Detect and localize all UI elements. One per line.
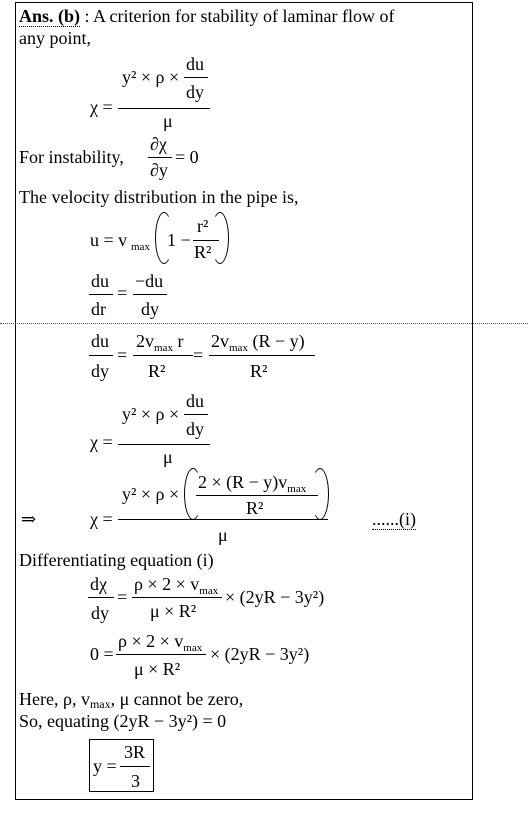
dudr-equals: = bbox=[117, 283, 128, 303]
chi-eq2-du: du bbox=[186, 391, 204, 411]
intro-line-2: any point, bbox=[19, 28, 91, 48]
diff-dy: dy bbox=[91, 603, 109, 623]
chi-eq2-du-dy-bar bbox=[184, 414, 208, 415]
diff-label: Differentiating equation (i) bbox=[19, 550, 214, 570]
velocity-r2: r² bbox=[197, 216, 209, 236]
diff-den: μ × R² bbox=[150, 601, 197, 621]
zero-eq-num-text: ρ × 2 × v bbox=[118, 631, 184, 651]
chi-eq3-lhs: χ = bbox=[90, 509, 113, 529]
chi-eq3-inner-num bbox=[198, 472, 306, 495]
zero-eq-num bbox=[118, 631, 202, 654]
deriv-equals-2: = bbox=[193, 345, 204, 365]
deriv-dy: dy bbox=[91, 361, 109, 381]
deriv-num2-coef: 2v bbox=[211, 331, 229, 351]
answer-denominator: 3 bbox=[131, 771, 140, 791]
deriv-num2 bbox=[211, 331, 305, 354]
diff-tail: × (2yR − 3y²) bbox=[225, 587, 325, 607]
velocity-lhs: u = v bbox=[90, 230, 128, 250]
dudr-dr: dr bbox=[91, 299, 106, 319]
diff-num-text: ρ × 2 × v bbox=[134, 574, 200, 594]
implies-arrow: ⇒ bbox=[21, 509, 37, 529]
instability-label: For instability, bbox=[19, 147, 124, 167]
answer-numerator: 3R bbox=[124, 742, 146, 762]
conclusion-line-1 bbox=[19, 689, 243, 710]
deriv-bar-3 bbox=[209, 355, 315, 356]
chi-eq3-numerator-prefix: y² × ρ × bbox=[122, 484, 180, 504]
deriv-num1-sub: max bbox=[154, 342, 173, 354]
deriv-num1-coef: 2v bbox=[136, 331, 154, 351]
diff-bar-2 bbox=[132, 597, 222, 598]
deriv-num1 bbox=[136, 331, 183, 354]
conclusion-vmax-sub: max bbox=[89, 697, 111, 711]
chi-eq2-numerator-prefix: y² × ρ × bbox=[122, 404, 180, 424]
instability-dchi: ∂χ bbox=[150, 134, 167, 154]
instability-dy: ∂y bbox=[150, 160, 168, 180]
page-break-divider bbox=[0, 323, 528, 324]
deriv-num1-tail: r bbox=[172, 331, 184, 351]
deriv-equals-1: = bbox=[117, 345, 128, 365]
instability-rhs: = 0 bbox=[175, 147, 199, 167]
deriv-bar-2 bbox=[133, 355, 193, 356]
intro-line-1 bbox=[19, 6, 394, 26]
answer-colon: : bbox=[84, 6, 90, 26]
zero-eq-den: μ × R² bbox=[134, 659, 181, 679]
solution-frame bbox=[15, 2, 473, 800]
conclusion-line-2: So, equating (2yR − 3y²) = 0 bbox=[19, 711, 227, 731]
deriv-bar-1 bbox=[89, 355, 113, 356]
velocity-R2: R² bbox=[194, 242, 212, 262]
equation-tag-i bbox=[372, 509, 416, 529]
deriv-num2-tail: (R − y) bbox=[247, 331, 305, 351]
answer-bar bbox=[120, 766, 150, 767]
chi-eq-denominator: μ bbox=[163, 111, 173, 131]
answer-lhs: y = bbox=[93, 756, 117, 776]
answer-label: Ans. (b) bbox=[19, 6, 81, 26]
deriv-den1: R² bbox=[148, 361, 166, 381]
chi-eq2-denominator: μ bbox=[163, 447, 173, 467]
equation-tag-text: ......(i) bbox=[372, 509, 416, 529]
zero-eq-bar bbox=[116, 654, 206, 655]
deriv-du: du bbox=[91, 331, 109, 351]
diff-bar-1 bbox=[88, 597, 114, 598]
instability-bar bbox=[148, 157, 172, 158]
zero-eq-tail: × (2yR − 3y²) bbox=[210, 644, 310, 664]
diff-dchi: dχ bbox=[90, 574, 107, 594]
chi-eq3-inner-sub: max bbox=[287, 483, 307, 495]
intro-text: A criterion for stability of laminar flow of bbox=[93, 6, 395, 26]
conclusion-line-1-tail: , μ cannot be zero, bbox=[110, 689, 244, 709]
chi-eq-main-bar bbox=[118, 108, 210, 109]
chi-eq3-main-bar bbox=[118, 519, 328, 520]
chi-eq3-inner-num-text: 2 × (R − y)v bbox=[198, 472, 288, 492]
deriv-den2: R² bbox=[250, 361, 268, 381]
dudr-bar-2 bbox=[133, 294, 167, 295]
diff-equals: = bbox=[117, 587, 128, 607]
chi-eq3-right-paren bbox=[311, 468, 329, 520]
chi-eq-lhs: χ = bbox=[90, 97, 113, 117]
conclusion-line-1-text: Here, ρ, v bbox=[19, 689, 90, 709]
chi-eq-numerator-prefix: y² × ρ × bbox=[122, 67, 180, 87]
velocity-one-minus: 1 − bbox=[167, 230, 191, 250]
chi-eq3-inner-den: R² bbox=[246, 498, 264, 518]
diff-num-sub: max bbox=[199, 585, 219, 597]
chi-eq2-main-bar bbox=[118, 444, 210, 445]
dudr-du: du bbox=[91, 271, 109, 291]
chi-eq3-denominator: μ bbox=[218, 525, 228, 545]
chi-eq2-dy: dy bbox=[186, 419, 204, 439]
chi-eq3-inner-bar bbox=[196, 495, 318, 496]
chi-eq-du-dy-bar bbox=[184, 77, 208, 78]
deriv-num2-sub: max bbox=[229, 342, 248, 354]
zero-eq-lhs: 0 = bbox=[90, 644, 114, 664]
velocity-vmax-sub: max bbox=[131, 241, 150, 253]
diff-num bbox=[134, 574, 218, 597]
velocity-intro: The velocity distribution in the pipe is, bbox=[19, 187, 299, 207]
zero-eq-num-sub: max bbox=[183, 642, 203, 654]
chi-eq-du: du bbox=[186, 54, 204, 74]
velocity-right-paren bbox=[211, 212, 229, 264]
dudr-dy: dy bbox=[141, 299, 159, 319]
dudr-neg-du: −du bbox=[135, 271, 164, 291]
chi-eq-dy: dy bbox=[186, 82, 204, 102]
chi-eq2-lhs: χ = bbox=[90, 432, 113, 452]
dudr-bar-1 bbox=[89, 294, 113, 295]
